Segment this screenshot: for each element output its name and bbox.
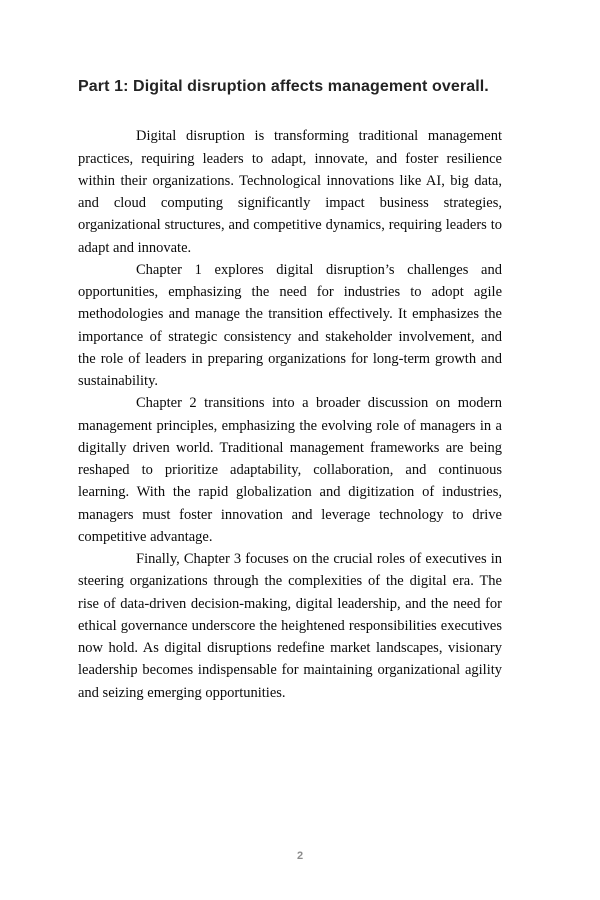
page-footer	[0, 846, 600, 864]
body-paragraph: Chapter 2 transitions into a broader discussion on modern management principles, emphasizing the evolving role of managers in a digitally driven world. Traditional management frameworks are being reshaped to prioritize adaptability, collaboration, and continuous learning. With the rapid globalization and digitization of industries, managers must foster innovation and leverage technology to drive competitive advantage.	[78, 395, 502, 545]
body-paragraph: Digital disruption is transforming traditional management practices, requiring leaders to adapt, innovate, and foster resilience within their organizations. Technological innovations like AI, big data, and cloud computing significantly impact business strategies, organizational structures, and competitive dynamics, requiring leaders to adapt and innovate.	[78, 128, 502, 256]
body-text	[78, 125, 502, 704]
body-paragraph: Chapter 1 explores digital disruption’s challenges and opportunities, emphasizing the need for industries to adopt agile methodologies and manage the transition effectively. It emphasizes the importance of strategic consistency and stakeholder involvement, and the role of leaders in preparing organizations for long-term growth and sustainability.	[78, 261, 502, 390]
page-number: 2	[296, 850, 304, 862]
body-paragraph: Finally, Chapter 3 focuses on the crucial roles of executives in steering organizations through the complexities of the digital era. The rise of data-driven decision-making, digital leadership, and the need for ethical governance underscore the heightened responsibilities executives now hold. As digital disruptions redefine market landscapes, visionary leadership becomes indispensable for maintaining organizational agility and seizing emerging opportunities.	[78, 551, 502, 701]
section-heading: Part 1: Digital disruption affects management overall.	[78, 78, 489, 95]
